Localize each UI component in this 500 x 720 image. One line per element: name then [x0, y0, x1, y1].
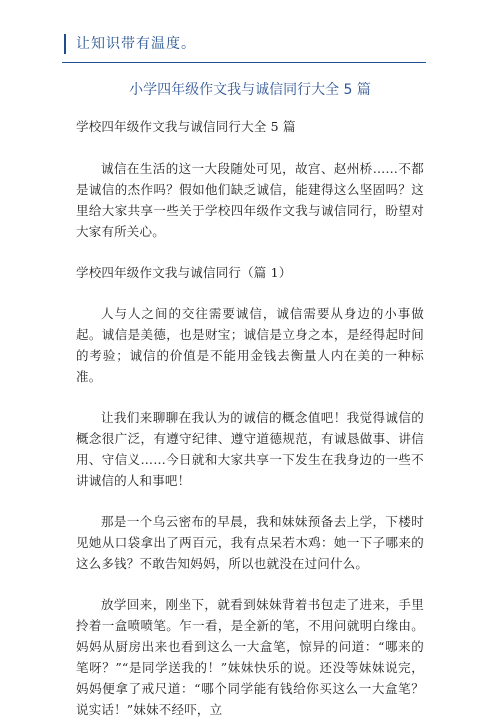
section-heading: 学校四年级作文我与诚信同行大全 5 篇 — [76, 119, 296, 134]
header-accent-bar — [64, 34, 66, 54]
document-title: 小学四年级作文我与诚信同行大全 5 篇 — [129, 82, 371, 98]
body-paragraph: 放学回来，刚坐下，就看到妹妹背着书包走了进来，手里拎着一盒喷喷笔。乍一看，是全新的笔，不用问就明白缘由。妈妈从厨房出来也看到这么一大盒笔，惊异的问道：“哪来的笔呀？”“是同学送我的！”妹妹快乐的说。还没等妹妹说完，妈妈便拿了戒尺道：“哪个同学能有钱给你买这么一大盒笔？说实话！”妹妹不经吓，立 — [76, 597, 424, 717]
intro-paragraph: 诚信在生活的这一大段随处可见，故宫、赵州桥……不都是诚信的杰作吗？假如他们缺乏诚信，能建得这么坚固吗？这里给大家共享一些关于学校四年级作文我与诚信同行，盼望对大家有所关心。 — [76, 161, 424, 239]
header-divider — [62, 62, 426, 63]
body-paragraph: 那是一个乌云密布的早晨，我和妹妹预备去上学，下楼时见她从口袋拿出了两百元，我有点呆若木鸡：她一下子哪来的这么多钱？不敢告知妈妈，所以也就没在过问什么。 — [76, 514, 424, 571]
body-paragraph: 让我们来聊聊在我认为的诚信的概念值吧！我觉得诚信的概念很广泛，有遵守纪律、遵守道德规范，有诚恳做事、讲信用、守信义……今日就和大家共享一下发生在我身边的一些不讲诚信的人和事吧！ — [76, 410, 424, 488]
header-slogan: 让知识带有温度。 — [76, 36, 196, 52]
body-paragraph: 人与人之间的交往需要诚信，诚信需要从身边的小事做起。诚信是美德，也是财宝；诚信是立身之本，是经得起时间的考验；诚信的价值是不能用金钱去衡量人内在美的一种标准。 — [76, 306, 424, 384]
section-heading: 学校四年级作文我与诚信同行（篇 1） — [76, 265, 292, 280]
document-body — [76, 116, 424, 720]
